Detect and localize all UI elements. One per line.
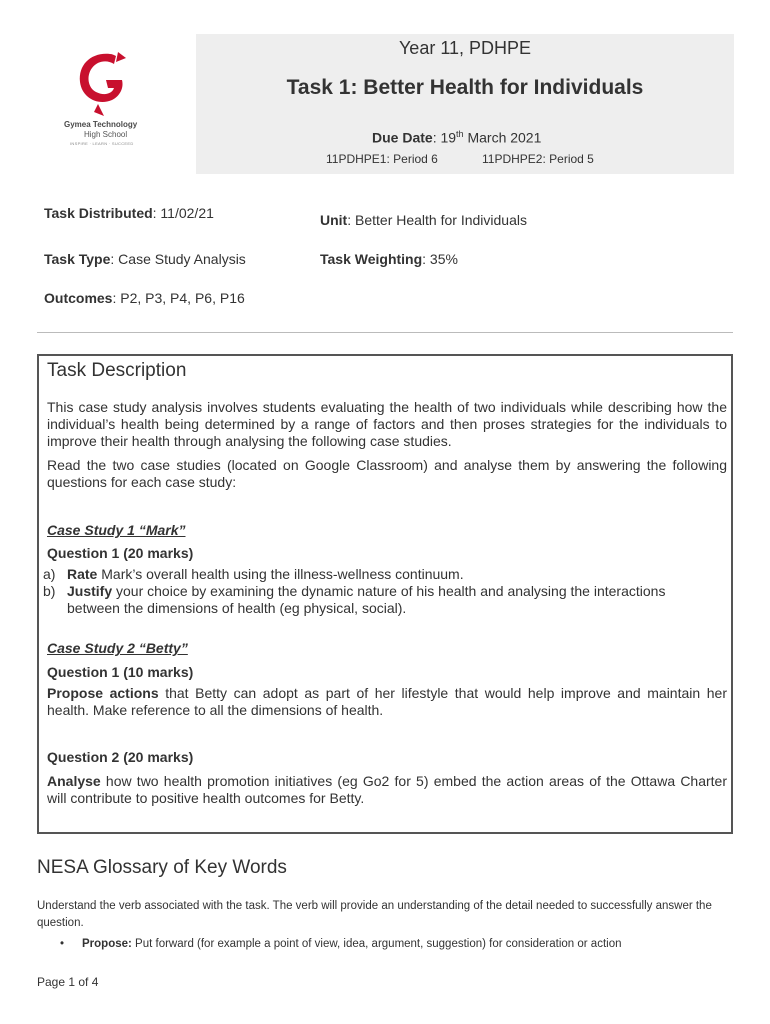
task-description-box xyxy=(37,354,733,834)
case-study-1-heading: Case Study 1 “Mark” xyxy=(47,522,186,538)
list-marker-a: a) xyxy=(43,566,56,582)
case-study-1-question-1: Question 1 (20 marks) xyxy=(47,545,194,561)
page-number: Page 1 of 4 xyxy=(37,975,99,989)
case-study-2-question-1: Question 1 (10 marks) xyxy=(47,664,194,680)
school-subname: High School xyxy=(84,130,128,139)
glossary-term: Propose: xyxy=(82,938,132,950)
school-crest-icon xyxy=(72,48,132,118)
case-study-2-question-2-text xyxy=(47,773,727,807)
task-weighting-value: : 35% xyxy=(422,251,458,267)
task-paragraph-1: This case study analysis involves students evaluating the health of two individuals while describing how the individual’s health being determined by a range of factors and then proses strategies for the individuals to improve their health through analysing the following case studies. xyxy=(47,399,727,449)
task-weighting xyxy=(320,251,458,267)
list-item-b xyxy=(43,583,723,616)
due-day: 19 xyxy=(440,129,457,146)
school-tagline: INSPIRE · LEARN · SUCCEED xyxy=(70,141,134,146)
glossary-intro: Understand the verb associated with the task. The verb will provide an understanding of the detail needed to successfully answer the question. xyxy=(37,900,712,929)
list-marker-b: b) xyxy=(43,583,56,599)
period-class-1: 11PDHPE1: Period 6 xyxy=(326,152,438,166)
case-study-2-heading: Case Study 2 “Betty” xyxy=(47,640,188,656)
glossary-item-text xyxy=(82,938,622,950)
verb-analyse: Analyse xyxy=(47,773,101,789)
glossary-title: NESA Glossary of Key Words xyxy=(37,857,287,878)
outcomes-label: Outcomes xyxy=(44,290,113,306)
case-study-2-q1-rest: that Betty can adopt as part of her lifestyle that would help improve and maintain her health. Make reference to all the dimensions of health. xyxy=(47,685,727,718)
bullet-icon: • xyxy=(60,938,65,950)
task-type-value: : Case Study Analysis xyxy=(110,251,246,267)
list-item-a-rest: Mark’s overall health using the illness-wellness continuum. xyxy=(97,566,464,582)
case-study-2-question-1-text xyxy=(47,685,727,719)
period-class-2: 11PDHPE2: Period 5 xyxy=(482,152,594,166)
task-description-title: Task Description xyxy=(47,360,187,381)
due-suffix: th xyxy=(456,129,464,139)
glossary-definition: Put forward (for example a point of view, idea, argument, suggestion) for consideration or action xyxy=(131,938,622,950)
case-study-2-question-2: Question 2 (20 marks) xyxy=(47,749,194,765)
task-title: Task 1: Better Health for Individuals xyxy=(286,76,644,99)
task-type-label: Task Type xyxy=(44,251,111,267)
verb-rate: Rate xyxy=(67,566,98,582)
task-weighting-label: Task Weighting xyxy=(320,251,423,267)
list-item-b-text xyxy=(67,583,717,617)
due-date-label: Due Date xyxy=(372,129,433,146)
header-box xyxy=(196,34,734,174)
due-rest: March 2021 xyxy=(467,129,542,146)
unit xyxy=(320,212,527,228)
list-item-a xyxy=(43,566,723,583)
unit-value: : Better Health for Individuals xyxy=(347,212,527,228)
due-date: Due Date: 19th March 2021 xyxy=(372,129,542,146)
school-name: Gymea Technology xyxy=(64,120,138,129)
task-distributed-label: Task Distributed xyxy=(44,205,153,221)
divider xyxy=(37,332,733,333)
year-subject: Year 11, PDHPE xyxy=(398,38,532,58)
verb-justify: Justify xyxy=(67,583,113,599)
list-item-b-rest: your choice by examining the dynamic nature of his health and analysing the interactions between the dimensions of health (eg physical, social). xyxy=(67,583,666,616)
case-study-2-q2-rest: how two health promotion initiatives (eg Go2 for 5) embed the action areas of the Ottawa Charter will contribute to positive health outcomes for Betty. xyxy=(47,773,727,806)
verb-propose-actions: Propose actions xyxy=(47,685,159,701)
glossary-item-propose xyxy=(60,938,622,950)
unit-label: Unit xyxy=(320,212,348,228)
school-logo xyxy=(42,40,172,160)
task-type xyxy=(44,251,246,267)
outcomes xyxy=(44,290,245,306)
task-distributed xyxy=(44,205,214,221)
task-distributed-value: : 11/02/21 xyxy=(152,205,214,221)
task-paragraph-2: Read the two case studies (located on Google Classroom) and analyse them by answering the following questions for each case study: xyxy=(47,457,727,490)
outcomes-value: : P2, P3, P4, P6, P16 xyxy=(112,290,245,306)
list-item-a-text xyxy=(67,566,717,583)
